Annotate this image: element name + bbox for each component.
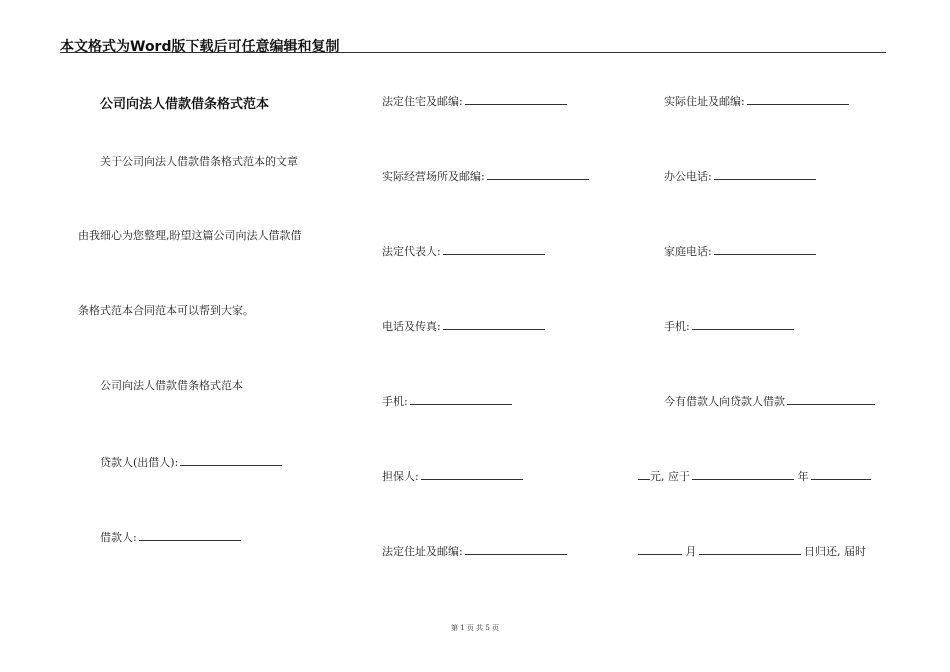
guarantor-blank	[421, 468, 523, 480]
mobile-label-2: 手机:	[382, 395, 408, 408]
header-divider	[60, 52, 886, 53]
phone-fax-blank	[443, 318, 545, 330]
lender-blank	[180, 454, 282, 466]
mobile-label-3: 手机:	[664, 320, 690, 333]
guarantor-field	[382, 468, 523, 484]
loan-amount-blank	[787, 393, 875, 405]
legal-residence-blank	[465, 93, 567, 105]
document-title: 公司向法人借款借条格式范本	[100, 97, 270, 112]
legal-address-label: 法定住址及邮编:	[382, 545, 463, 558]
legal-address-field	[382, 543, 567, 559]
subtitle: 公司向法人借款借条格式范本	[100, 379, 243, 392]
due-date-line	[638, 468, 871, 484]
mobile-blank-2	[410, 393, 512, 405]
business-place-blank	[487, 168, 589, 180]
actual-address-blank	[747, 93, 849, 105]
phone-fax-label: 电话及传真:	[382, 320, 441, 333]
yuan-blank	[638, 468, 650, 480]
borrower-field	[100, 529, 241, 545]
intro-line-2: 由我细心为您整理,盼望这篇公司向法人借款借	[78, 229, 302, 242]
borrower-label: 借款人:	[100, 531, 137, 544]
guarantor-label: 担保人:	[382, 470, 419, 483]
year-label: 年	[797, 470, 809, 483]
legal-rep-label: 法定代表人:	[382, 245, 441, 258]
page-footer: 第 1 页 共 5 页	[450, 624, 500, 632]
business-place-label: 实际经营场所及邮编:	[382, 170, 485, 183]
office-phone-blank	[714, 168, 816, 180]
mobile-blank-3	[692, 318, 794, 330]
loan-statement-field	[664, 393, 875, 409]
legal-rep-blank	[443, 243, 545, 255]
month-blank-2	[638, 543, 682, 555]
month-label: 月	[685, 545, 697, 558]
lender-field	[100, 454, 282, 470]
yuan-due-label: 元, 应于	[650, 470, 690, 483]
year-blank	[692, 468, 794, 480]
actual-address-label: 实际住址及邮编:	[664, 95, 745, 108]
intro-line-1: 关于公司向法人借款借条格式范本的文章	[100, 155, 298, 168]
return-label: 日归还, 届时	[804, 545, 866, 558]
phone-fax-field	[382, 318, 545, 334]
return-date-line	[638, 543, 866, 559]
legal-address-blank	[465, 543, 567, 555]
actual-address-field	[664, 93, 849, 109]
office-phone-field	[664, 168, 816, 184]
month-blank-1	[811, 468, 871, 480]
office-phone-label: 办公电话:	[664, 170, 712, 183]
business-place-field	[382, 168, 589, 184]
borrower-blank	[139, 529, 241, 541]
mobile-field-3	[664, 318, 794, 334]
home-phone-label: 家庭电话:	[664, 245, 712, 258]
intro-line-3: 条格式范本合同范本可以帮到大家。	[78, 304, 254, 317]
mobile-field-2	[382, 393, 512, 409]
legal-residence-label: 法定住宅及邮编:	[382, 95, 463, 108]
document-header: 本文格式为Word版下载后可任意编辑和复制	[60, 39, 340, 55]
home-phone-blank	[714, 243, 816, 255]
lender-label: 贷款人(出借人):	[100, 456, 179, 469]
legal-rep-field	[382, 243, 545, 259]
home-phone-field	[664, 243, 816, 259]
loan-statement-label: 今有借款人向贷款人借款	[664, 395, 785, 408]
day-blank	[699, 543, 801, 555]
legal-residence-field	[382, 93, 567, 109]
